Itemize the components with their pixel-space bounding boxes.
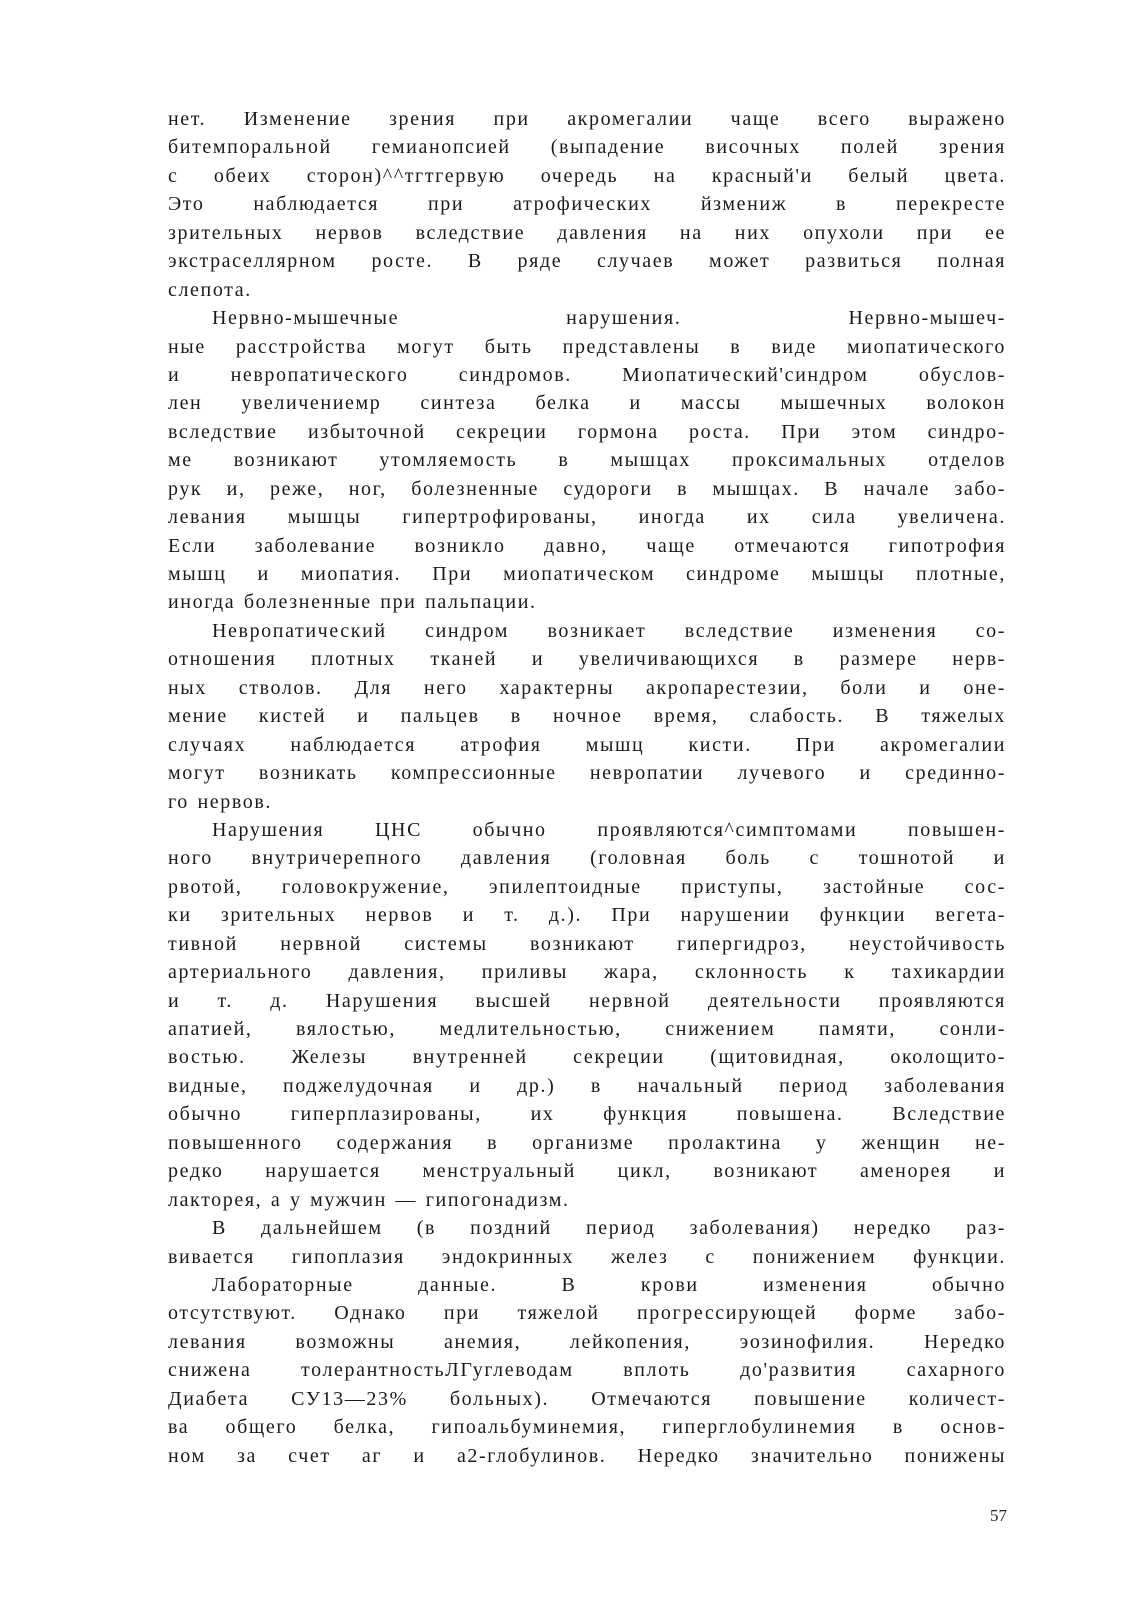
text-line: иногда болезненные при пальпации. (168, 591, 537, 614)
text-line: и т. д. Нарушения высшей нервной деятельности проявляются (168, 989, 1006, 1012)
text-line: апатией, вялостью, медлительностью, снижением памяти, сонли- (168, 1018, 1006, 1040)
text-line: обычно гиперплазированы, их функция повышена. Вследствие (168, 1103, 1006, 1126)
text-line: ме возникают утомляемость в мышцах проксимальных отделов (168, 449, 1006, 472)
text-line: и невропатического синдромов. Миопатический'синдром обуслов- (168, 363, 1006, 386)
text-line: Нарушения ЦНС обычно проявляются^симптомами повышен- (212, 818, 1006, 841)
text-line: Диабета СУ13—23% больных). Отмечаются повышение количест- (168, 1387, 1006, 1410)
text-line: могут возникать компрессионные невропатии лучевого и срединно- (168, 762, 1006, 785)
text-line: нет. Изменение зрения при акромегалии чаще всего выражено (168, 108, 1006, 130)
text-line: ва общего белка, гипоальбуминемия, гиперглобулинемия в основ- (168, 1416, 1006, 1439)
text-line: ных стволов. Для него характерны акропарестезии, боли и оне- (168, 676, 1006, 699)
text-line: В дальнейшем (в поздний период заболевания) нередко раз- (212, 1217, 1006, 1240)
text-line: рвотой, головокружение, эпилептоидные приступы, застойные сос- (168, 875, 1006, 898)
text-line: левания возможны анемия, лейкопения, эозинофилия. Нередко (168, 1330, 1006, 1353)
text-line: ки зрительных нервов и т. д.). При нарушении функции вегета- (168, 904, 1006, 927)
text-line: ном за счет аг и а2-глобулинов. Нередко значительно понижены (168, 1444, 1006, 1467)
text-line: редко нарушается менструальный цикл, возникают аменорея и (168, 1160, 1006, 1183)
text-line: видные, поджелудочная и др.) в начальный период заболевания (168, 1074, 1006, 1097)
text-line: слепота. (168, 278, 252, 301)
text-line: зрительных нервов вследствие давления на них опухоли при ее (168, 221, 1006, 244)
text-line: экстраселлярном росте. В ряде случаев может развиться полная (168, 250, 1006, 273)
text-line: Это наблюдается при атрофических йзмениж в перекресте (168, 193, 1006, 216)
text-line: отсутствуют. Однако при тяжелой прогрессирующей форме забо- (168, 1302, 1006, 1325)
text-line: случаях наблюдается атрофия мышц кисти. При акромегалии (168, 733, 1006, 756)
text-line: востью. Железы внутренней секреции (щитовидная, околощито- (168, 1046, 1006, 1069)
text-line: Невропатический синдром возникает вследствие изменения со- (212, 619, 1006, 642)
text-line: ные расстройства могут быть представлены в виде миопатического (168, 335, 1006, 358)
text-line: мение кистей и пальцев в ночное время, слабость. В тяжелых (168, 705, 1006, 728)
text-line: мышц и миопатия. При миопатическом синдроме мышцы плотные, (168, 563, 1006, 585)
text-line: го нервов. (168, 790, 273, 813)
text-line: снижена толерантностьЛГуглеводам вплоть до'развития сахарного (168, 1359, 1006, 1382)
text-line: с обеих сторон)^^тгтгервую очередь на красный'и белый цвета. (168, 164, 1006, 187)
text-line: рук и, реже, ног, болезненные судороги в мышцах. В начале забо- (168, 477, 1006, 500)
text-line: Если заболевание возникло давно, чаще отмечаются гипотрофия (168, 534, 1006, 557)
text-line: ного внутричерепного давления (головная боль с тошнотой и (168, 847, 1006, 870)
text-line: битемпоральной гемианопсией (выпадение височных полей зрения (168, 136, 1006, 159)
text-line: вследствие избыточной секреции гормона роста. При этом синдро- (168, 420, 1006, 443)
section-heading-line: Лабораторные данные. В крови изменения обычно (212, 1273, 1006, 1296)
text-line: артериального давления, приливы жара, склонность к тахикардии (168, 961, 1006, 984)
section-heading-line: Нервно-мышечные нарушения. Нервно-мышеч- (212, 307, 1006, 330)
text-line: лакторея, а у мужчин — гипогонадизм. (168, 1188, 570, 1211)
text-line: вивается гипоплазия эндокринных желез с понижением функции. (168, 1245, 1006, 1268)
body-text (168, 105, 1006, 1470)
page-number: 57 (990, 1506, 1007, 1525)
text-line: повышенного содержания в организме пролактина у женщин не- (168, 1131, 1006, 1154)
text-line: тивной нервной системы возникают гипергидроз, неустойчивость (168, 932, 1006, 955)
text-line: отношения плотных тканей и увеличивающихся в размере нерв- (168, 648, 1006, 671)
text-line: лен увеличениемр синтеза белка и массы мышечных волокон (168, 392, 1006, 415)
text-line: левания мышцы гипертрофированы, иногда их сила увеличена. (168, 506, 1006, 529)
